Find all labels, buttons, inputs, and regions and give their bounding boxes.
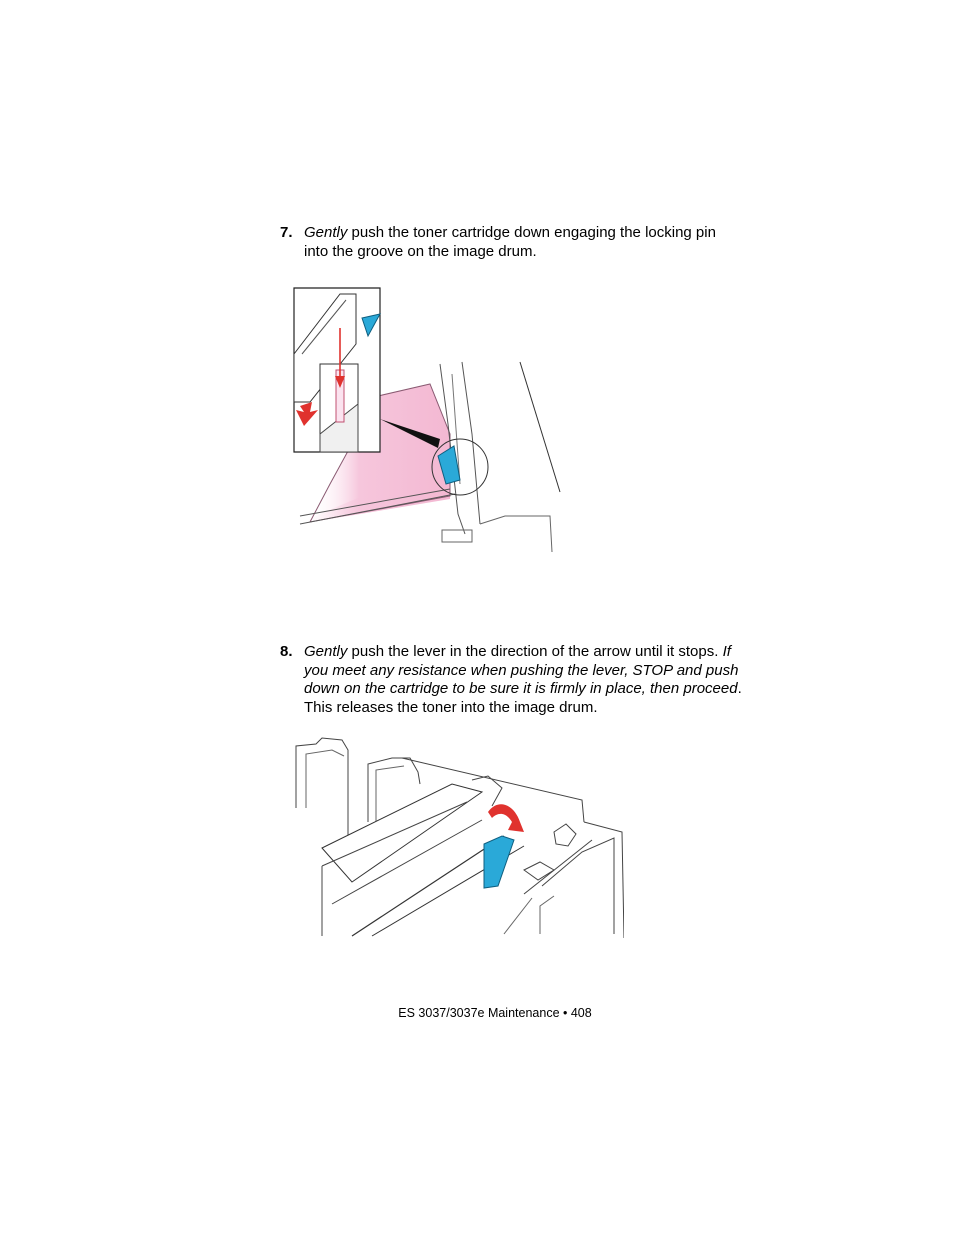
footer-text: ES 3037/3037e Maintenance • 408 [398,1006,592,1020]
step-text-end: . This releases the toner into the image drum. [304,680,742,716]
page-footer [0,1006,954,1020]
step-number: 8. [280,643,293,660]
callout-line [520,362,560,492]
caution-text: If you meet any resistance when pushing the lever, STOP and push down on the cartridge to be sure it is firmly in place, then proceed [304,643,739,697]
drum-frame [296,738,348,836]
emphasis: Gently [304,224,348,241]
push-arrow-icon [488,804,524,832]
toner-cartridge-illustration [290,284,570,556]
step-instruction [304,643,744,717]
step-text: push the toner cartridge down engaging the locking pin into the groove on the image drum. [304,224,716,260]
step-text: push the lever in the direction of the arrow until it stops. [347,643,719,660]
lever-icon [484,836,514,888]
lever-illustration [292,736,624,938]
step-instruction [304,224,744,261]
emphasis: Gently [304,643,348,660]
step-number: 7. [280,224,293,241]
